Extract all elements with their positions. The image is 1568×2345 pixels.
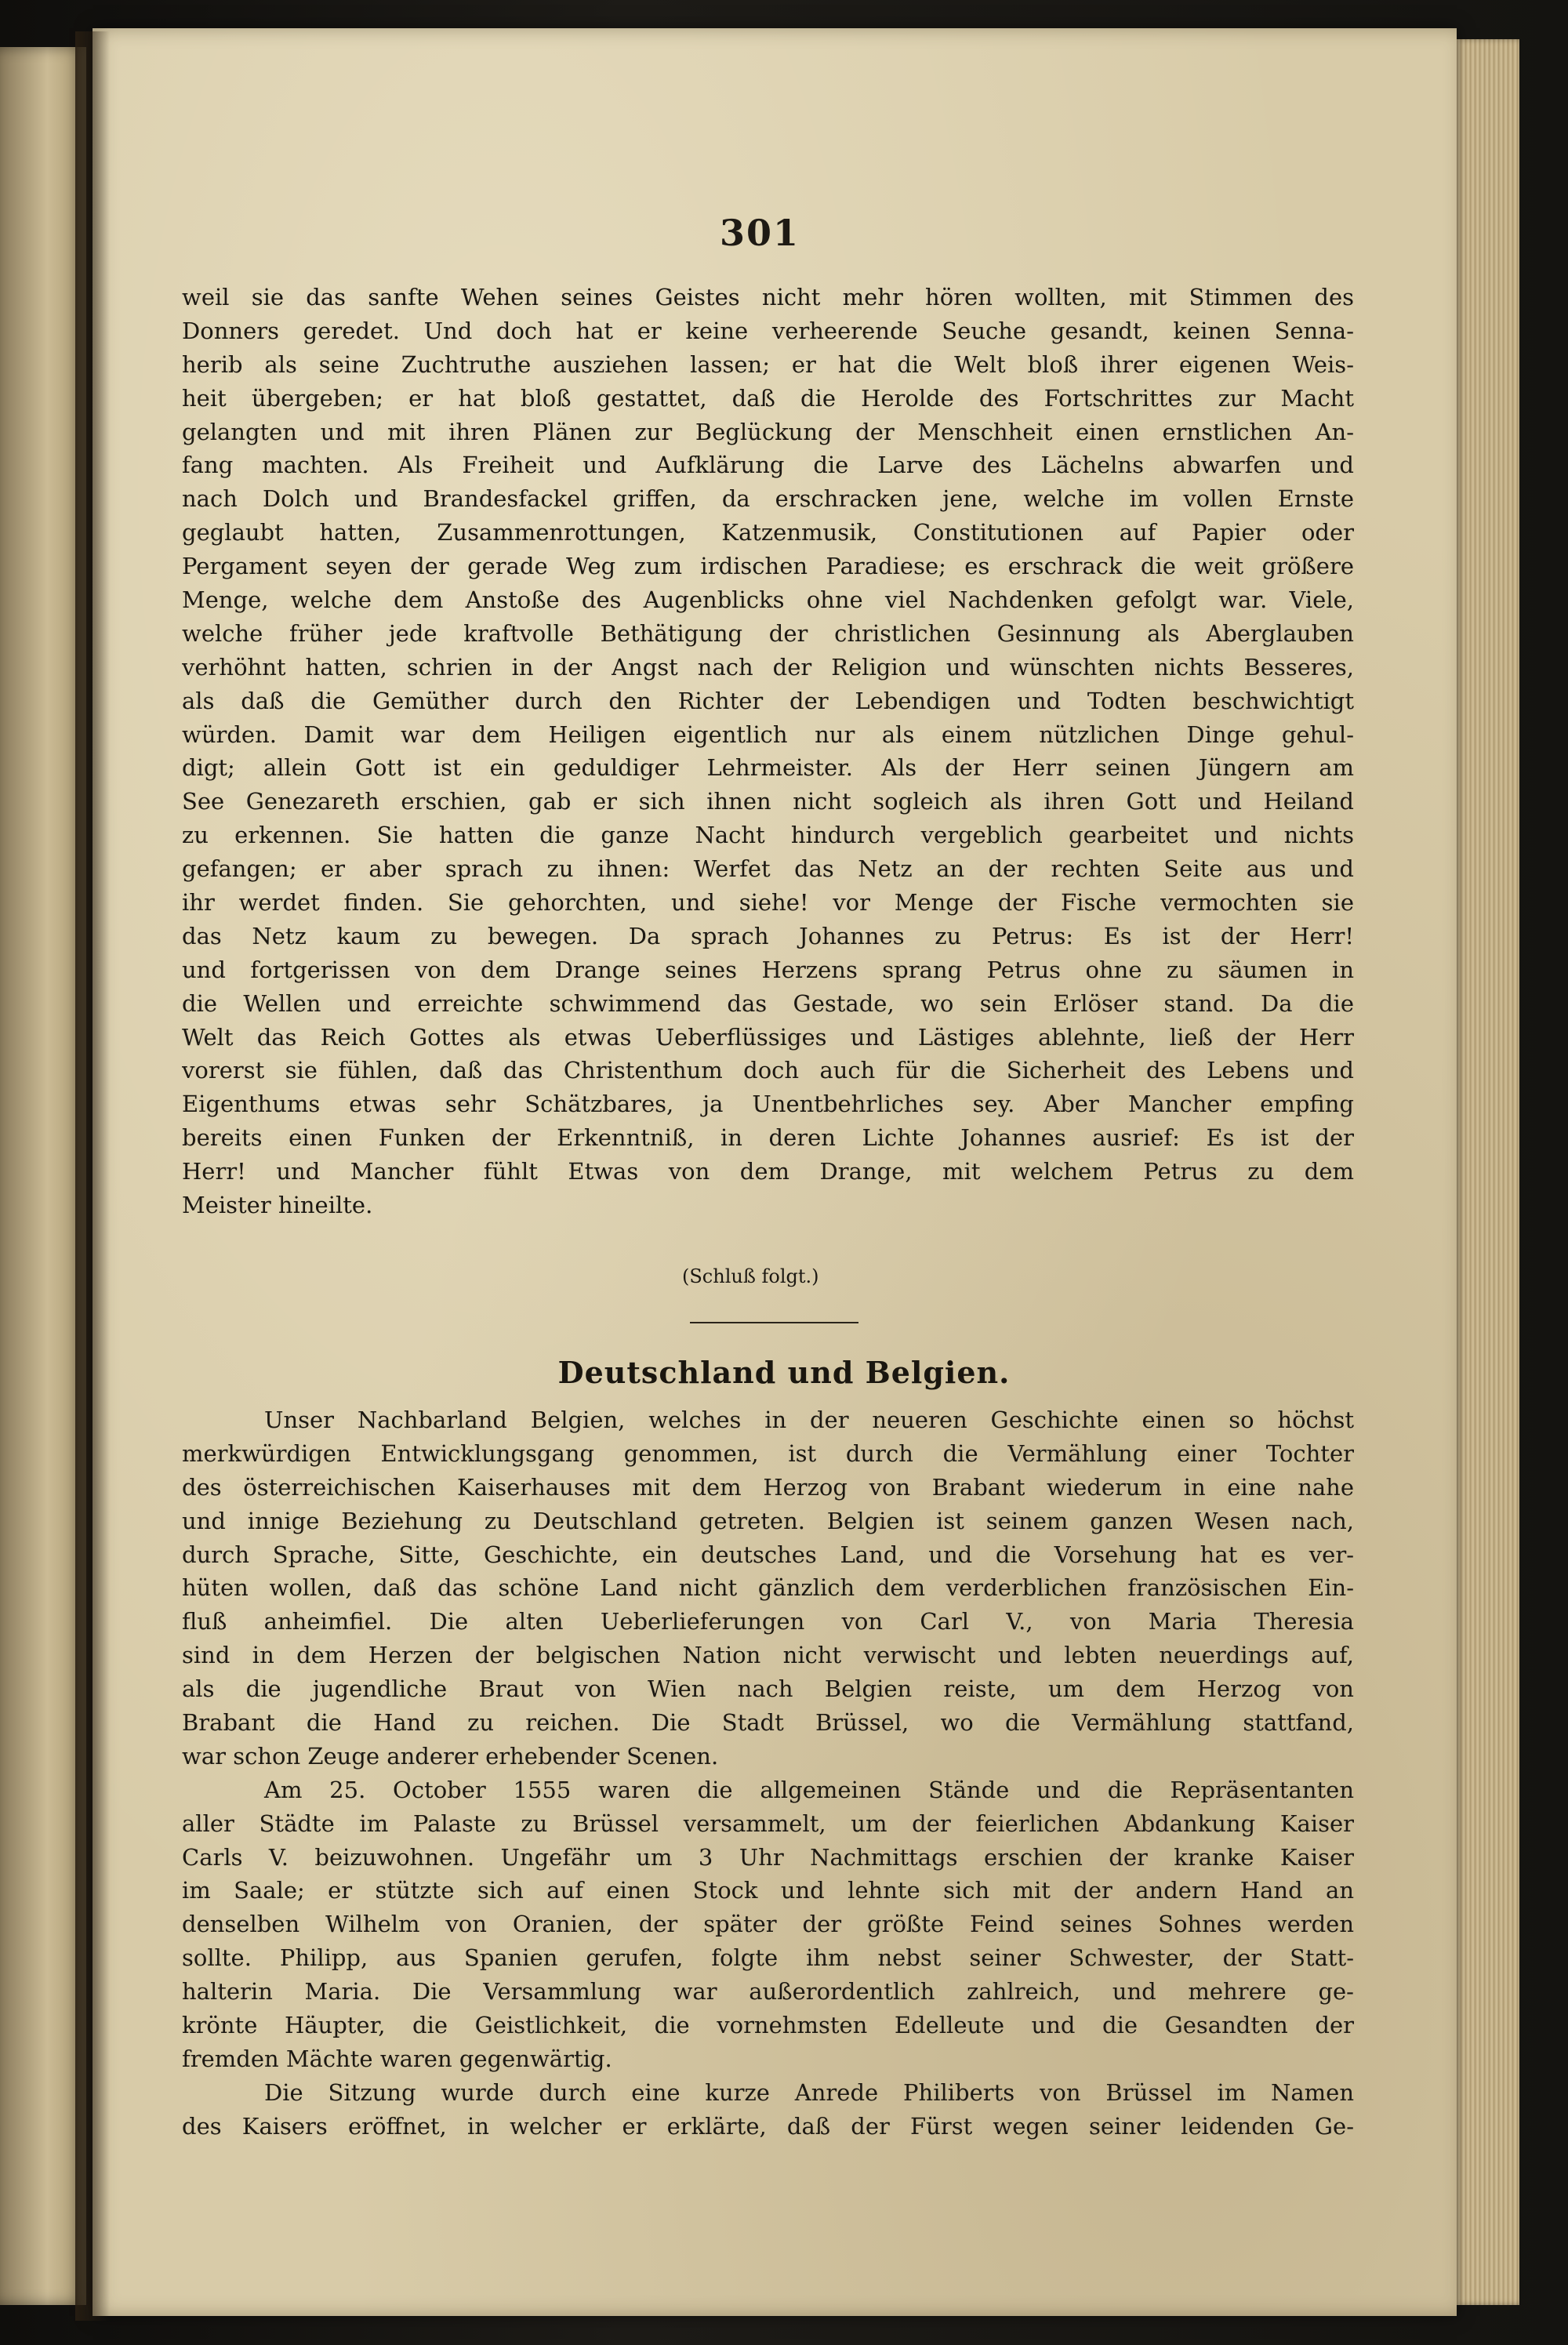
text-line: des Kaisers eröffnet, in welcher er erklärte, daß der Fürst wegen seiner leidenden Ge- (182, 2112, 1354, 2140)
text-line: welche früher jede kraftvolle Bethätigung der christlichen Gesinnung als Aberglauben (182, 619, 1354, 647)
text-line: die Wellen und erreichte schwimmend das Gestade, wo sein Erlöser stand. Da die (182, 989, 1354, 1017)
text-line: geglaubt hatten, Zusammenrottungen, Katzenmusik, Constitutionen auf Papier oder (182, 519, 1354, 546)
continuation-note: (Schluß folgt.) (682, 1265, 819, 1287)
text-line: Brabant die Hand zu reichen. Die Stadt Brüssel, wo die Vermählung stattfand, (182, 1709, 1354, 1737)
section-one-text (182, 281, 1354, 1222)
text-line: Unser Nachbarland Belgien, welches in der neueren Geschichte einen so höchst (264, 1407, 1354, 1433)
text-line: fluß anheimfiel. Die alten Ueberlieferungen von Carl V., von Maria Theresia (182, 1608, 1354, 1635)
text-line: vorerst sie fühlen, daß das Christenthum doch auch für die Sicherheit des Lebens und (182, 1057, 1354, 1084)
text-line: aller Städte im Palaste zu Brüssel versammelt, um der feierlichen Abdankung Kaiser (182, 1810, 1354, 1837)
section-divider (690, 1322, 858, 1323)
page-number: 301 (720, 212, 800, 254)
text-line: war schon Zeuge anderer erhebender Scenen. (182, 1742, 719, 1770)
gutter-shadow (75, 31, 110, 2321)
text-line: denselben Wilhelm von Oranien, der später der größte Feind seines Sohnes werden (182, 1911, 1354, 1938)
text-line: merkwürdigen Entwicklungsgang genommen, ist durch die Vermählung einer Tochter (182, 1439, 1354, 1467)
text-line: würden. Damit war dem Heiligen eigentlich nur als einem nützlichen Dinge gehul- (182, 721, 1354, 748)
left-page-edge (0, 47, 86, 2305)
text-line: hüten wollen, daß das schöne Land nicht gänzlich dem verderblichen französischen Ein- (182, 1574, 1354, 1602)
text-line: gelangten und mit ihren Plänen zur Beglückung der Menschheit einen ernstlichen An- (182, 418, 1354, 445)
text-line: gefangen; er aber sprach zu ihnen: Werfet das Netz an der rechten Seite aus und (182, 855, 1354, 883)
text-line: krönte Häupter, die Geistlichkeit, die vornehmsten Edelleute und die Gesandten der (182, 2012, 1354, 2039)
text-line: des österreichischen Kaiserhauses mit dem Herzog von Brabant wiederum in eine nahe (182, 1473, 1354, 1501)
text-line: im Saale; er stützte sich auf einen Stock und lehnte sich mit der andern Hand an (182, 1877, 1354, 1904)
page-edges (1457, 39, 1519, 2305)
text-line: bereits einen Funken der Erkenntniß, in deren Lichte Johannes ausrief: Es ist der (182, 1124, 1354, 1152)
text-line: fang machten. Als Freiheit und Aufklärung die Larve des Lächelns abwarfen und (182, 452, 1354, 479)
text-line: weil sie das sanfte Wehen seines Geistes nicht mehr hören wollten, mit Stimmen des (182, 284, 1354, 310)
text-line: Meister hineilte. (182, 1192, 373, 1219)
text-line: herib als seine Zuchtruthe ausziehen lassen; er hat die Welt bloß ihrer eigenen Weis- (182, 350, 1354, 378)
text-line: digt; allein Gott ist ein geduldiger Lehrmeister. Als der Herr seinen Jüngern am (182, 754, 1354, 782)
text-line: Donners geredet. Und doch hat er keine verheerende Seuche gesandt, keinen Senna- (182, 317, 1354, 344)
text-line: als die jugendliche Braut von Wien nach Belgien reiste, um dem Herzog von (182, 1675, 1354, 1703)
text-line: Die Sitzung wurde durch eine kurze Anrede Philiberts von Brüssel im Namen (264, 2078, 1354, 2106)
text-line: Herr! und Mancher fühlt Etwas von dem Drange, mit welchem Petrus zu dem (182, 1158, 1354, 1185)
text-line: heit übergeben; er hat bloß gestattet, daß die Herolde des Fortschrittes zur Macht (182, 384, 1354, 412)
text-line: Pergament seyen der gerade Weg zum irdischen Paradiese; es erschrack die weit größere (182, 553, 1354, 580)
text-line: durch Sprache, Sitte, Geschichte, ein deutsches Land, und die Vorsehung hat es ver- (182, 1541, 1354, 1568)
text-line: halterin Maria. Die Versammlung war außerordentlich zahlreich, und mehrere ge- (182, 1978, 1354, 2006)
text-line: See Genezareth erschien, gab er sich ihnen nicht sogleich als ihren Gott und Heiland (182, 788, 1354, 815)
section-heading: Deutschland und Belgien. (557, 1355, 1011, 1390)
text-line: das Netz kaum zu bewegen. Da sprach Johannes zu Petrus: Es ist der Herr! (182, 922, 1354, 949)
text-line: nach Dolch und Brandesfackel griffen, da erschracken jene, welche im vollen Ernste (182, 485, 1354, 513)
text-line: sind in dem Herzen der belgischen Nation nicht verwischt und lebten neuerdings auf, (182, 1642, 1354, 1669)
text-line: und fortgerissen von dem Drange seines Herzens sprang Petrus ohne zu säumen in (182, 956, 1354, 983)
text-line: Am 25. October 1555 waren die allgemeinen Stände und die Repräsentanten (264, 1776, 1354, 1803)
text-line: ihr werdet finden. Sie gehorchten, und siehe! vor Menge der Fische vermochten sie (182, 889, 1354, 917)
text-line: Eigenthums etwas sehr Schätzbares, ja Unentbehrliches sey. Aber Mancher empfing (182, 1091, 1354, 1118)
text-line: Menge, welche dem Anstoße des Augenblicks ohne viel Nachdenken gefolgt war. Viele, (182, 586, 1354, 614)
text-line: verhöhnt hatten, schrien in der Angst nach der Religion und wünschten nichts Besseres, (182, 653, 1354, 681)
text-line: als daß die Gemüther durch den Richter der Lebendigen und Todten beschwichtigt (182, 687, 1354, 714)
text-line: und innige Beziehung zu Deutschland getreten. Belgien ist seinem ganzen Wesen nach, (182, 1507, 1354, 1534)
text-line: sollte. Philipp, aus Spanien gerufen, folgte ihm nebst seiner Schwester, der Statt- (182, 1944, 1354, 1972)
text-line: Welt das Reich Gottes als etwas Ueberflüssiges und Lästiges ablehnte, ließ der Herr (182, 1023, 1354, 1051)
section-two-text (182, 1403, 1354, 2144)
text-line: zu erkennen. Sie hatten die ganze Nacht hindurch vergeblich gearbeitet und nichts (182, 822, 1354, 849)
text-line: fremden Mächte waren gegenwärtig. (182, 2045, 612, 2072)
text-line: Carls V. beizuwohnen. Ungefähr um 3 Uhr Nachmittags erschien der kranke Kaiser (182, 1843, 1354, 1871)
